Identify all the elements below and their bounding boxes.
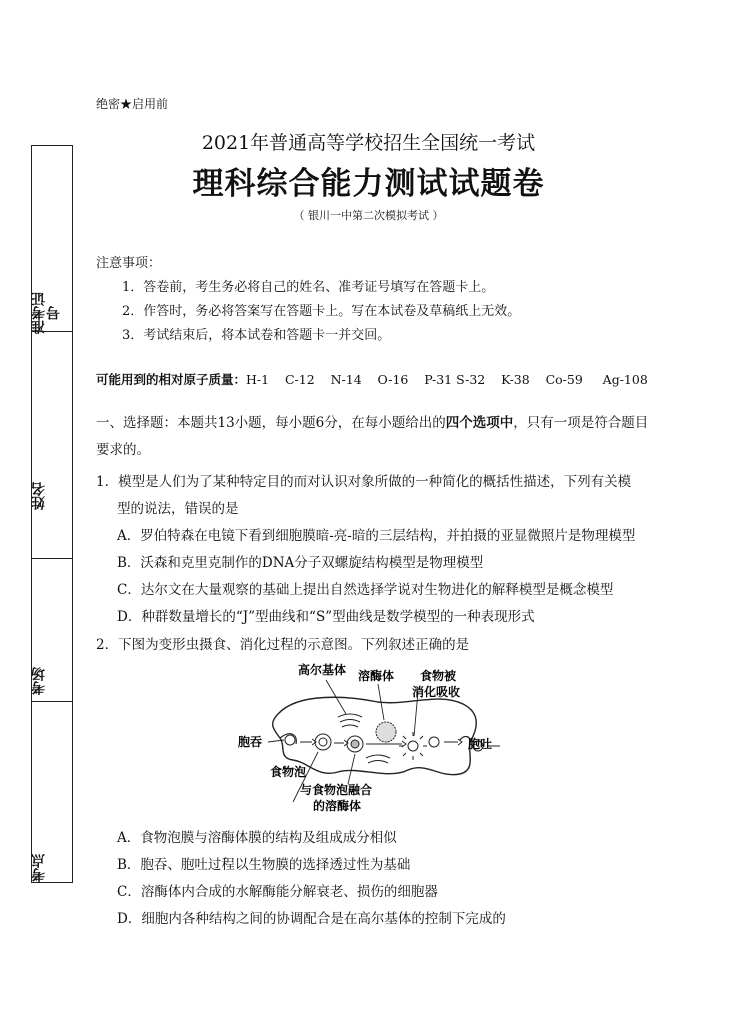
question-1-option: C．达尔文在大量观察的基础上提出自然选择学说对生物进化的解释模型是概念模型	[117, 582, 614, 598]
page-title: 理科综合能力测试试题卷	[192, 166, 545, 202]
question-2-option: C．溶酶体内合成的水解酶能分解衰老、损伤的细胞器	[117, 884, 438, 900]
binding-strip	[31, 145, 73, 883]
amoeba-diagram	[238, 662, 508, 822]
fused-lysosome-label-2: 的溶酶体	[313, 799, 362, 813]
atomic-masses-label: 可能用到的相对原子质量：	[96, 372, 247, 387]
golgi-label: 高尔基体	[298, 663, 347, 677]
question-2-option: A．食物泡膜与溶酶体膜的结构及组成成分相似	[117, 830, 397, 846]
food-particle	[285, 735, 295, 745]
residue-vacuole-icon	[429, 737, 439, 747]
question-1-option: D．种群数量增长的“J”型曲线和“S”型曲线是数学模型的一种表现形式	[117, 609, 535, 625]
question-1-option: B．沃森和克里克制作的DNA分子双螺旋结构模型是物理模型	[117, 555, 484, 571]
question-2-option: B．胞吞、胞吐过程以生物膜的选择透过性为基础	[117, 857, 411, 873]
digested-label-1: 食物被	[420, 669, 457, 683]
fused-lysosome-label-1: 与食物泡融合	[300, 783, 373, 797]
question-2-stem: 2．下图为变形虫摄食、消化过程的示意图。下列叙述正确的是	[96, 637, 470, 653]
digestion-icon	[408, 741, 418, 751]
strip-divider	[32, 701, 72, 702]
notice-item: 2．作答时，务必将答案写在答题卡上。写在本试卷及草稿纸上无效。	[122, 304, 521, 319]
lysosome-dotted	[376, 722, 396, 742]
atomic-masses-values: H-1 C-12 N-14 O-16 P-31 S-32 K-38 Co-59 Ag-108	[246, 372, 648, 387]
lysosome-label: 溶酶体	[358, 669, 395, 683]
er-icon	[366, 755, 390, 763]
notice-item: 3．考试结束后，将本试卷和答题卡一并交回。	[122, 328, 391, 343]
notice-heading: 注意事项：	[96, 256, 162, 271]
secret-mark: 绝密★启用前	[96, 97, 169, 111]
question-1-stem: 1．模型是人们为了某种特定目的而对认识对象所做的一种简化的概括性描述，下列有关模	[96, 474, 632, 490]
atomic-masses	[96, 370, 648, 388]
section-instructions	[96, 410, 656, 464]
strip-divider	[32, 558, 72, 559]
strip-label-room: 考场	[31, 667, 47, 695]
amoeba-diagram-svg	[238, 662, 508, 822]
notice-item: 1．答卷前，考生务必将自己的姓名、准考证号填写在答题卡上。	[122, 280, 495, 295]
section-text-bold: 四个选项中	[445, 415, 514, 431]
endocytosis-label: 胞吞	[238, 735, 263, 749]
golgi-icon	[338, 714, 362, 727]
section-text: ，只有一项是符合题目要求的。	[96, 415, 649, 458]
strip-label-exam-number: 准考证号	[31, 292, 62, 335]
strip-divider	[32, 331, 72, 332]
cell-membrane	[273, 697, 477, 774]
digested-label-2: 消化吸收	[412, 685, 461, 699]
fused-vacuole-inner	[351, 740, 359, 748]
question-1-stem-cont: 型的说法，错误的是	[117, 501, 239, 517]
food-vacuole-icon	[315, 734, 331, 750]
strip-label-name: 姓名	[31, 482, 47, 510]
food-vacuole-label: 食物泡	[270, 765, 307, 779]
question-1-option: A．罗伯特森在电镜下看到细胞膜暗-亮-暗的三层结构，并拍摄的亚显微照片是物理模型	[117, 528, 636, 544]
subtitle: （ 银川一中第二次模拟考试 ）	[293, 209, 444, 222]
question-2-option: D．细胞内各种结构之间的协调配合是在高尔基体的控制下完成的	[117, 911, 506, 927]
strip-label-site: 考点	[31, 854, 47, 882]
section-text: 一、选择题：本题共13小题，每小题6分，在每小题给出的	[96, 415, 446, 431]
exocytosis-label: 胞吐	[468, 737, 493, 751]
exam-title: 2021年普通高等学校招生全国统一考试	[201, 132, 536, 154]
